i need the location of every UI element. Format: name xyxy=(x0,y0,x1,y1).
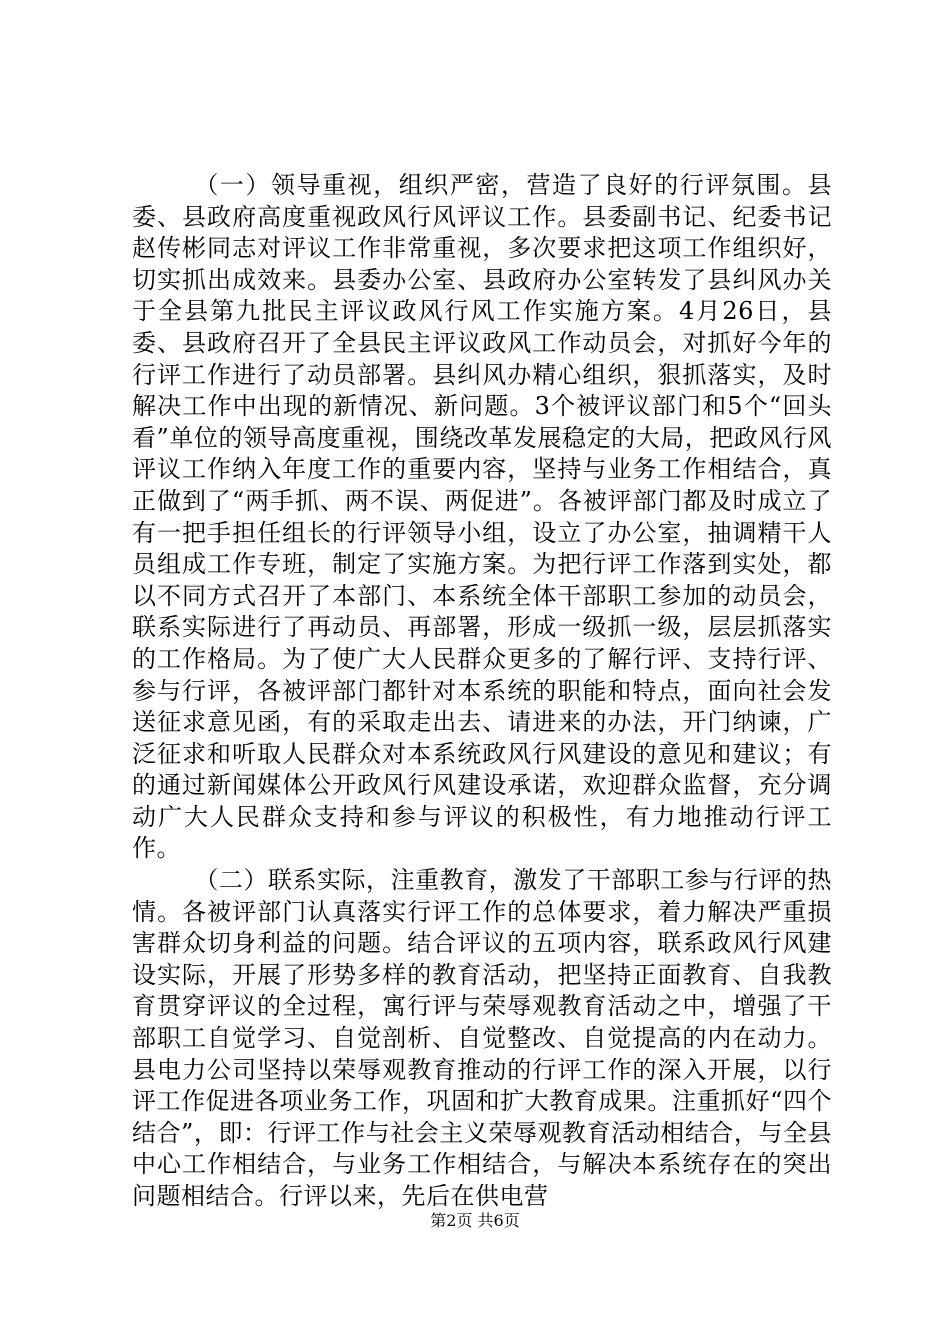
page-number: 第2页 共6页 xyxy=(430,1211,520,1230)
paragraph-2: （二）联系实际，注重教育，激发了干部职工参与行评的热情。各被评部门认真落实行评工作的总体要求，着力解决严重损害群众切身利益的问题。结合评议的五项内容，联系政风行风建设实际，开展了形势多样的教育活动，把坚持正面教育、自我教育贯穿评议的全过程，寓行评与荣辱观教育活动之中，增强了干部职工自觉学习、自觉剖析、自觉整改、自觉提高的内在动力。县电力公司坚持以荣辱观教育推动的行评工作的深入开展，以行评工作促进各项业务工作，巩固和扩大教育成果。注重抓好“四个结合”，即：行评工作与社会主义荣辱观教育活动相结合，与全县中心工作相结合，与业务工作相结合，与解决本系统存在的突出问题相结合。行评以来，先后在供电营 xyxy=(132,866,832,1210)
document-body xyxy=(132,170,832,1213)
paragraph-1: （一）领导重视，组织严密，营造了良好的行评氛围。县委、县政府高度重视政风行风评议工作。县委副书记、纪委书记赵传彬同志对评议工作非常重视，多次要求把这项工作组织好，切实抓出成效来。县委办公室、县政府办公室转发了县纠风办关于全县第九批民主评议政风行风工作实施方案。4月26日，县委、县政府召开了全县民主评议政风工作动员会，对抓好今年的行评工作进行了动员部署。县纠风办精心组织，狠抓落实，及时解决工作中出现的新情况、新问题。3个被评议部门和5个“回头看”单位的领导高度重视，围绕改革发展稳定的大局，把政风行风评议工作纳入年度工作的重要内容，坚持与业务工作相结合，真正做到了“两手抓、两不误、两促进”。各被评部门都及时成立了有一把手担任组长的行评领导小组，设立了办公室，抽调精干人员组成工作专班，制定了实施方案。为把行评工作落到实处，都以不同方式召开了本部门、本系统全体干部职工参加的动员会，联系实际进行了再动员、再部署，形成一级抓一级，层层抓落实的工作格局。为了使广大人民群众更多的了解行评、支持行评、参与行评，各被评部门都针对本系统的职能和特点，面向社会发送征求意见函，有的采取走出去、请进来的办法，开门纳谏，广泛征求和听取人民群众对本系统政风行风建设的意见和建议；有的通过新闻媒体公开政风行风建设承诺，欢迎群众监督，充分调动广大人民群众支持和参与评议的积极性，有力地推动行评工作。 xyxy=(132,171,832,863)
